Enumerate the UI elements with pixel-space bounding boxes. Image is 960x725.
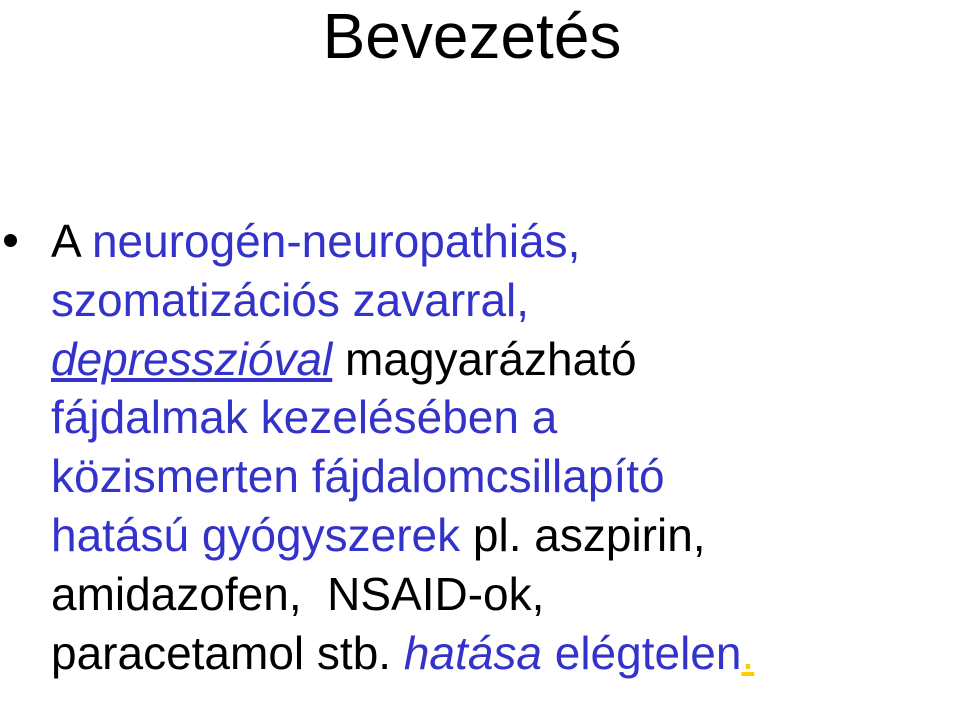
highlighted-term: hatású gyógyszerek bbox=[51, 508, 461, 561]
highlighted-term: neurogén-neuropathiás, bbox=[91, 215, 581, 267]
text-line-5: közismerten fájdalomcsillapító bbox=[51, 450, 665, 503]
final-period: . bbox=[741, 626, 755, 679]
text-segment: magyarázható bbox=[332, 332, 637, 385]
underlined-term: depresszióval bbox=[51, 332, 333, 385]
italic-term: hatása bbox=[403, 626, 542, 679]
text-segment: A bbox=[51, 215, 92, 267]
text-line-2: szomatizációs zavarral, bbox=[51, 273, 530, 326]
text-line-1 bbox=[51, 212, 956, 271]
bullet-icon bbox=[4, 234, 17, 247]
text-segment: pl. aszpirin, bbox=[460, 508, 706, 561]
highlighted-term: elégtelen bbox=[541, 626, 742, 679]
text-line-4: fájdalmak kezelésében a bbox=[51, 391, 558, 444]
bullet-text bbox=[51, 212, 956, 682]
text-segment: paracetamol stb. bbox=[51, 626, 404, 679]
text-line-7: amidazofen, NSAID-ok, bbox=[51, 567, 545, 620]
slide-title: Bevezetés bbox=[322, 0, 622, 72]
text-line-8 bbox=[51, 624, 956, 683]
text-line-6 bbox=[51, 506, 956, 565]
text-line-3 bbox=[51, 330, 956, 389]
